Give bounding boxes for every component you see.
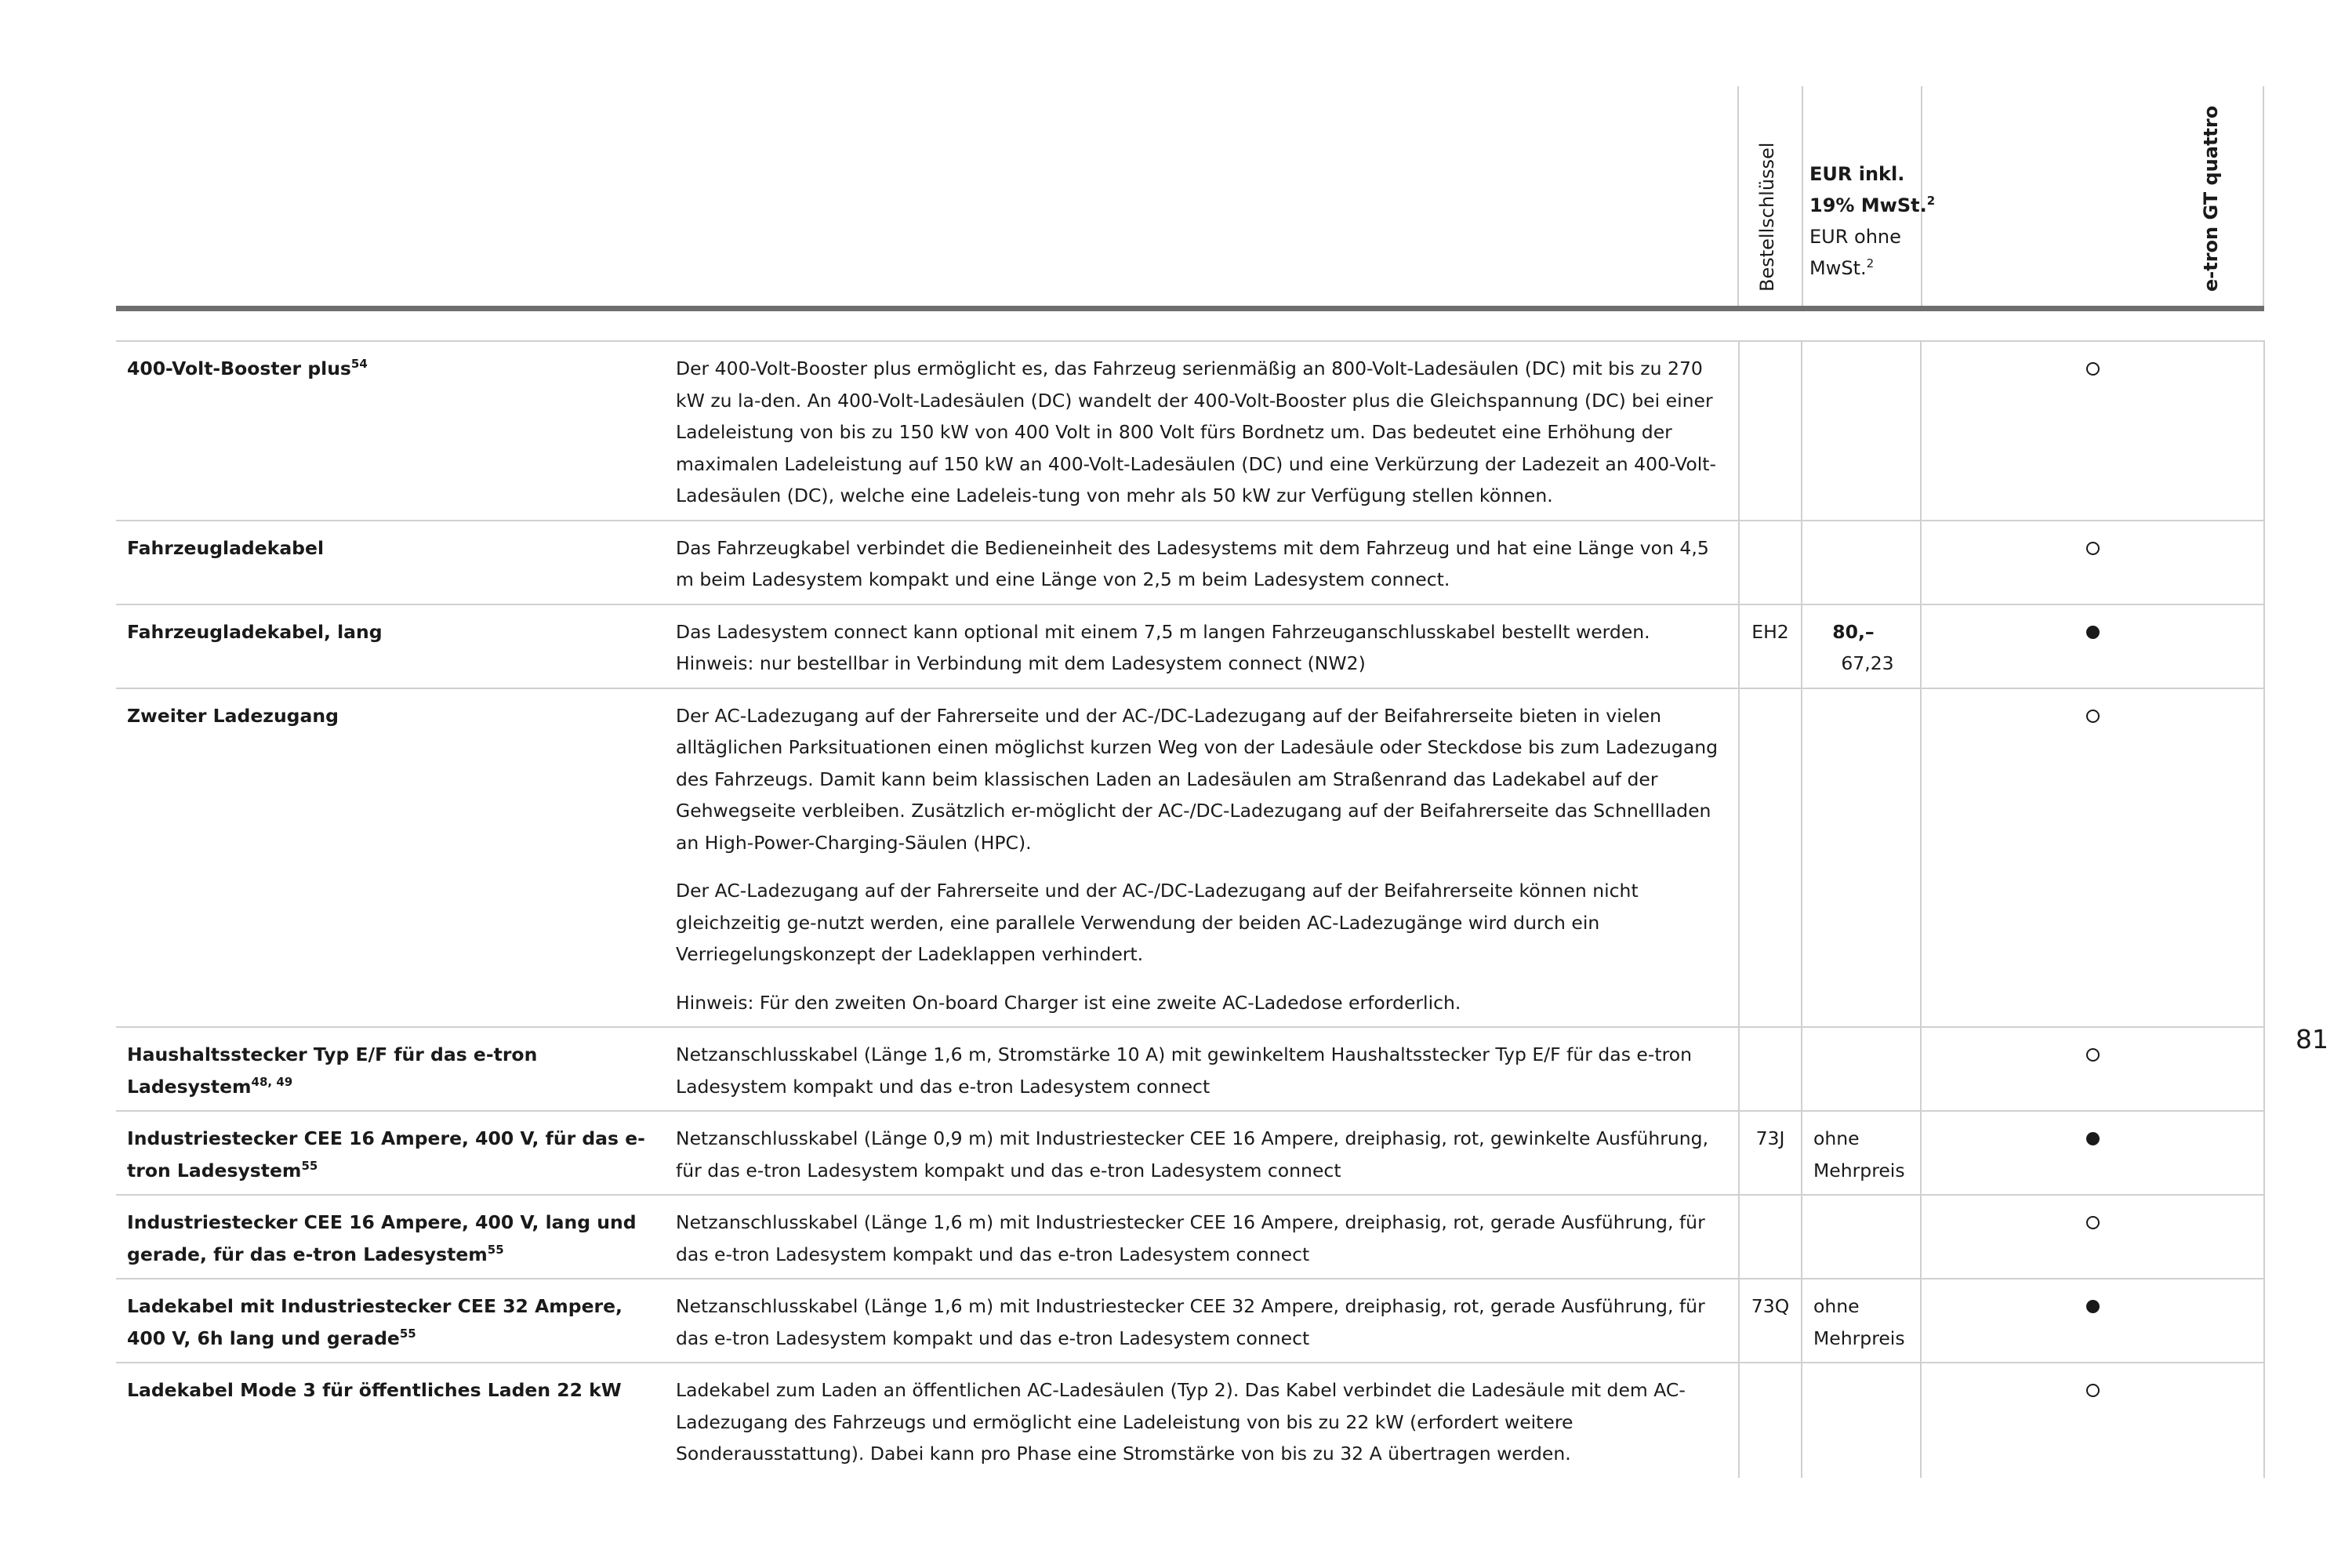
availability-cell [1921, 1027, 2264, 1111]
description-paragraph: Das Fahrzeugkabel verbindet die Bedieneinheit des Ladesystems mit dem Fahrzeug und hat eine Länge von 4,5 m beim Ladesystem kompakt und eine Länge von 2,5 m beim Ladesystem connect. [676, 536, 1709, 590]
price-cell [1802, 1279, 1921, 1363]
price-incl-header: EUR inkl. [1809, 163, 1905, 185]
availability-cell [1921, 604, 2264, 688]
description-paragraph: Netzanschlusskabel (Länge 1,6 m) mit Industriestecker CEE 32 Ampere, dreiphasig, rot, gerade Ausführung, für das e-tron Ladesystem kompakt und das e-tron Ladesystem connect [676, 1295, 1705, 1349]
description-paragraph: Der 400-Volt-Booster plus ermöglicht es, das Fahrzeug serienmäßig an 800-Volt-Ladesäulen (DC) mit bis zu 270 kW zu la-den. An 400-Volt-Ladesäulen (DC) wandelt der 400-Volt-Booster plus die Gleichspannung (DC) bei einer Ladeleistung von bis zu 150 kW von 400 Volt in 800 Volt fürs Bordnetz um. Das bedeutet eine Erhöhung der maximalen Ladeleistung auf 150 kW an 400-Volt-Ladesäulen (DC) und eine Verkürzung der Ladezeit an 400-Volt-Ladesäulen (DC), welche eine Ladeleis-tung von mehr als 50 kW zur Verfügung stellen können. [676, 358, 1716, 506]
option-name: Ladekabel Mode 3 für öffentliches Laden 22 kW [116, 1363, 665, 1478]
price-cell [1802, 1027, 1921, 1111]
table-row [116, 688, 2264, 1028]
table-row [116, 521, 2264, 604]
description-paragraph: Netzanschlusskabel (Länge 1,6 m) mit Industriestecker CEE 16 Ampere, dreiphasig, rot, gerade Ausführung, für das e-tron Ladesystem kompakt und das e-tron Ladesystem connect [676, 1211, 1705, 1265]
option-description [665, 1279, 1739, 1363]
option-name: Zweiter Ladezugang [116, 688, 665, 1028]
price-cell [1802, 688, 1921, 1028]
description-paragraph: Das Ladesystem connect kann optional mit einem 7,5 m langen Fahrzeuganschlusskabel bestellt werden. Hinweis: nur bestellbar in Verbindung mit dem Ladesystem connect (NW2) [676, 620, 1650, 674]
order-code [1739, 521, 1802, 604]
price-excl-vat: 67,23 [1841, 652, 1894, 674]
option-name: Ladekabel mit Industriestecker CEE 32 Ampere, 400 V, 6h lang und gerade$^{55}$ [116, 1279, 665, 1363]
header-divider [2263, 86, 2264, 306]
filled-circle-icon [2086, 1300, 2100, 1313]
table-row [116, 341, 2264, 521]
description-paragraph: Netzanschlusskabel (Länge 0,9 m) mit Industriestecker CEE 16 Ampere, dreiphasig, rot, gewinkelte Ausführung, für das e-tron Ladesystem kompakt und das e-tron Ladesystem connect [676, 1127, 1709, 1181]
header-rule [116, 306, 2264, 311]
price-excl-header: EUR ohne [1809, 226, 1901, 248]
equipment-table [116, 340, 2265, 1478]
footnote-ref: 48, 49 [251, 1074, 293, 1089]
description-paragraph: Hinweis: Für den zweiten On-board Charger ist eine zweite AC-Ladedose erforderlich. [676, 991, 1461, 1014]
price-incl-vat: 80,– [1832, 620, 1875, 643]
price-note: ohne Mehrpreis [1813, 1127, 1905, 1181]
order-key-header: Bestellschlüssel [1756, 142, 1778, 292]
option-name: Haushaltsstecker Typ E/F für das e-tron Ladesystem$^{48, 49}$ [116, 1027, 665, 1111]
option-description [665, 1363, 1739, 1478]
table-row [116, 1279, 2264, 1363]
equipment-rows [116, 341, 2264, 1478]
order-code: EH2 [1739, 604, 1802, 688]
availability-cell [1921, 341, 2264, 521]
option-name: 400-Volt-Booster plus$^{54}$ [116, 341, 665, 521]
table-row [116, 1195, 2264, 1279]
open-circle-icon [2086, 1216, 2100, 1229]
price-cell [1802, 1195, 1921, 1279]
availability-cell [1921, 1111, 2264, 1195]
order-code: 73Q [1739, 1279, 1802, 1363]
table-row [116, 1027, 2264, 1111]
model-column-header: e-tron GT quattro [2200, 105, 2222, 292]
option-name: Industriestecker CEE 16 Ampere, 400 V, lang und gerade, für das e-tron Ladesystem$^{55}$ [116, 1195, 665, 1279]
order-code: 73J [1739, 1111, 1802, 1195]
table-header [116, 86, 2264, 306]
footnote-ref: 55 [301, 1158, 318, 1173]
description-paragraph: Ladekabel zum Laden an öffentlichen AC-Ladesäulen (Typ 2). Das Kabel verbindet die Ladesäule mit dem AC-Ladezugang des Fahrzeugs und ermöglicht eine Ladeleistung von bis zu 22 kW (erfordert weitere Sonderausstattung). Dabei kann pro Phase eine Stromstärke von bis zu 32 A übertragen werden. [676, 1379, 1686, 1465]
page-number: 81 [2296, 1024, 2328, 1054]
option-name: Industriestecker CEE 16 Ampere, 400 V, für das e-tron Ladesystem$^{55}$ [116, 1111, 665, 1195]
option-name: Fahrzeugladekabel [116, 521, 665, 604]
order-code [1739, 688, 1802, 1028]
filled-circle-icon [2086, 1132, 2100, 1145]
availability-cell [1921, 1279, 2264, 1363]
open-circle-icon [2086, 542, 2100, 555]
open-circle-icon [2086, 1384, 2100, 1397]
table-row [116, 604, 2264, 688]
description-paragraph: Netzanschlusskabel (Länge 1,6 m, Stromstärke 10 A) mit gewinkeltem Haushaltsstecker Typ E/F für das e-tron Ladesystem kompakt und das e-tron Ladesystem connect [676, 1044, 1692, 1098]
description-paragraph: Der AC-Ladezugang auf der Fahrerseite und der AC-/DC-Ladezugang auf der Beifahrerseite bieten in vielen alltäglichen Parksituationen einen möglichst kurzen Weg von der Ladesäule oder Steckdose bis zum Ladezugang des Fahrzeugs. Damit kann beim klassischen Laden an Ladesäulen am Straßenrand das Ladekabel auf der Gehwegseite verbleiben. Zusätzlich er-möglicht der AC-/DC-Ladezugang auf der Beifahrerseite das Schnellladen an High-Power-Charging-Säulen (HPC). [676, 704, 1719, 854]
option-description [665, 1195, 1739, 1279]
header-divider [1737, 86, 1739, 306]
header-divider [1802, 86, 1803, 306]
option-name: Fahrzeugladekabel, lang [116, 604, 665, 688]
table-row [116, 1111, 2264, 1195]
open-circle-icon [2086, 362, 2100, 376]
order-code [1739, 1363, 1802, 1478]
order-code [1739, 1195, 1802, 1279]
price-note: ohne Mehrpreis [1813, 1295, 1905, 1349]
availability-cell [1921, 1195, 2264, 1279]
availability-cell [1921, 521, 2264, 604]
price-cell [1802, 521, 1921, 604]
option-description [665, 604, 1739, 688]
description-paragraph: Der AC-Ladezugang auf der Fahrerseite und der AC-/DC-Ladezugang auf der Beifahrerseite können nicht gleichzeitig ge-nutzt werden, eine parallele Verwendung der beiden AC-Ladezugänge wird durch ein Verriegelungskonzept der Ladeklappen verhindert. [676, 880, 1639, 965]
price-cell [1802, 341, 1921, 521]
price-cell [1802, 1111, 1921, 1195]
price-excl-vat-header: MwSt.$^2$ [1809, 256, 1875, 279]
option-description [665, 688, 1739, 1028]
price-header [1809, 158, 1935, 284]
price-incl-vat-header: 19% MwSt.$^2$ [1809, 194, 1936, 216]
option-description [665, 1111, 1739, 1195]
open-circle-icon [2086, 1048, 2100, 1062]
order-code [1739, 1027, 1802, 1111]
availability-cell [1921, 1363, 2264, 1478]
availability-cell [1921, 688, 2264, 1028]
price-list-sheet [116, 86, 2264, 1478]
option-description [665, 1027, 1739, 1111]
price-cell [1802, 1363, 1921, 1478]
footnote-ref: 55 [487, 1242, 504, 1257]
footnote-ref: 54 [350, 357, 368, 372]
footnote-ref: 55 [399, 1326, 416, 1341]
filled-circle-icon [2086, 626, 2100, 639]
order-code [1739, 341, 1802, 521]
table-row [116, 1363, 2264, 1478]
option-description [665, 341, 1739, 521]
open-circle-icon [2086, 710, 2100, 723]
option-description [665, 521, 1739, 604]
price-cell [1802, 604, 1921, 688]
